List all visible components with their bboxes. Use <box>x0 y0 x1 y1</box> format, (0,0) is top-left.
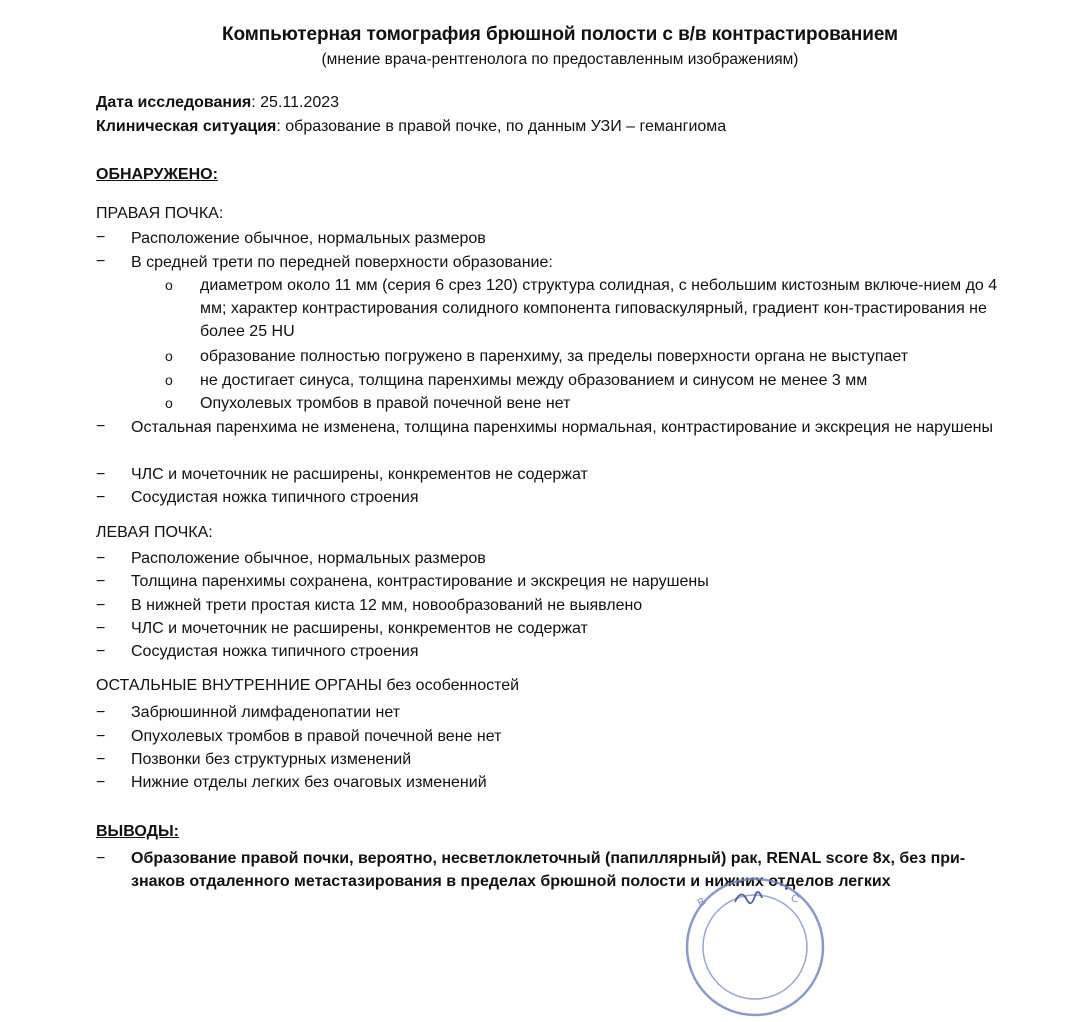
clinical-situation-line <box>96 118 726 136</box>
dash-bullet: − <box>96 751 106 768</box>
dash-bullet: − <box>96 418 106 435</box>
report-title: Компьютерная томография брюшной полости с в/в контрастированием <box>221 24 898 45</box>
dash-bullet: − <box>96 253 106 270</box>
right-kidney-subitem: не достигает синуса, толщина паренхимы между образованием и синусом не менее 3 мм <box>200 372 868 389</box>
left-kidney-item: Толщина паренхимы сохранена, контрастирование и экскреция не нарушены <box>131 573 709 590</box>
dash-bullet: − <box>96 573 106 590</box>
right-kidney-subitem <box>200 274 1020 343</box>
left-kidney-heading: ЛЕВАЯ ПОЧКА: <box>96 524 213 541</box>
dash-bullet: − <box>96 850 106 867</box>
dash-bullet: − <box>96 466 106 483</box>
dash-bullet: − <box>96 620 106 637</box>
left-kidney-item: Сосудистая ножка типичного строения <box>131 643 419 660</box>
svg-text:С: С <box>788 891 802 907</box>
study-date-line <box>96 94 339 112</box>
left-kidney-item: Расположение обычное, нормальных размеров <box>131 550 486 567</box>
dash-bullet: − <box>96 704 106 721</box>
study-date-label: Дата исследования <box>96 94 252 111</box>
other-organs-item: Нижние отделы легких без очаговых изменений <box>131 774 487 791</box>
dash-bullet: − <box>96 728 106 745</box>
clinical-situation-value: : образование в правой почке, по данным УЗИ – гемангиома <box>276 118 727 135</box>
stamp-seal <box>680 872 830 1022</box>
dash-bullet: − <box>96 597 106 614</box>
dash-bullet: − <box>96 489 106 506</box>
other-organs-item: Позвонки без структурных изменений <box>131 751 412 768</box>
dash-bullet: − <box>96 643 106 660</box>
right-kidney-item: Расположение обычное, нормальных размеров <box>131 230 486 247</box>
clinical-situation-label: Клиническая ситуация <box>96 118 277 135</box>
other-organs-item: Забрюшинной лимфаденопатии нет <box>131 704 401 721</box>
conclusions-heading: ВЫВОДЫ: <box>96 823 179 840</box>
findings-heading: ОБНАРУЖЕНО: <box>96 166 218 183</box>
circle-bullet: o <box>165 395 173 411</box>
other-organs-heading: ОСТАЛЬНЫЕ ВНУТРЕННИЕ ОРГАНЫ без особенностей <box>96 677 520 694</box>
dash-bullet: − <box>96 229 106 246</box>
right-kidney-item: ЧЛС и мочеточник не расширены, конкрементов не содержат <box>131 466 588 483</box>
circle-bullet: o <box>165 277 173 293</box>
study-date-value: : 25.11.2023 <box>251 94 340 111</box>
svg-text:В: В <box>695 895 708 910</box>
other-organs-item: Опухолевых тромбов в правой почечной вене нет <box>131 728 502 745</box>
circle-bullet: o <box>165 348 173 364</box>
circle-bullet: o <box>165 372 173 388</box>
left-kidney-item: В нижней трети простая киста 12 мм, новообразований не выявлено <box>131 597 643 614</box>
right-kidney-item: Сосудистая ножка типичного строения <box>131 489 419 506</box>
right-kidney-heading: ПРАВАЯ ПОЧКА: <box>96 205 224 222</box>
right-kidney-item: Остальная паренхима не изменена, толщина паренхимы нормальная, контрастирование и экскреция не нарушены <box>131 419 993 436</box>
right-kidney-item: В средней трети по передней поверхности образование: <box>131 254 553 271</box>
left-kidney-item: ЧЛС и мочеточник не расширены, конкрементов не содержат <box>131 620 588 637</box>
dash-bullet: − <box>96 550 106 567</box>
right-kidney-subitem: образование полностью погружено в паренхиму, за пределы поверхности органа не выступает <box>200 348 909 365</box>
right-kidney-subitem: Опухолевых тромбов в правой почечной вене нет <box>200 395 571 412</box>
right-kidney-subitem-text: диаметром около 11 мм (серия 6 срез 120) структура солидная, с небольшим кистозным включе-нием до 4 мм; характер контрастирования солидного компонента гиповаскулярный, градиент кон-трастирования не более 25 HU <box>200 277 998 340</box>
conclusion-item: Образование правой почки, вероятно, несветлоклеточный (папиллярный) рак, RENAL score 8x, без при-знаков отдаленного метастазирования в пределах брюшной полости и нижних отделов легких <box>131 850 966 890</box>
report-subtitle: (мнение врача-рентгенолога по предоставленным изображениям) <box>321 51 799 68</box>
dash-bullet: − <box>96 774 106 791</box>
